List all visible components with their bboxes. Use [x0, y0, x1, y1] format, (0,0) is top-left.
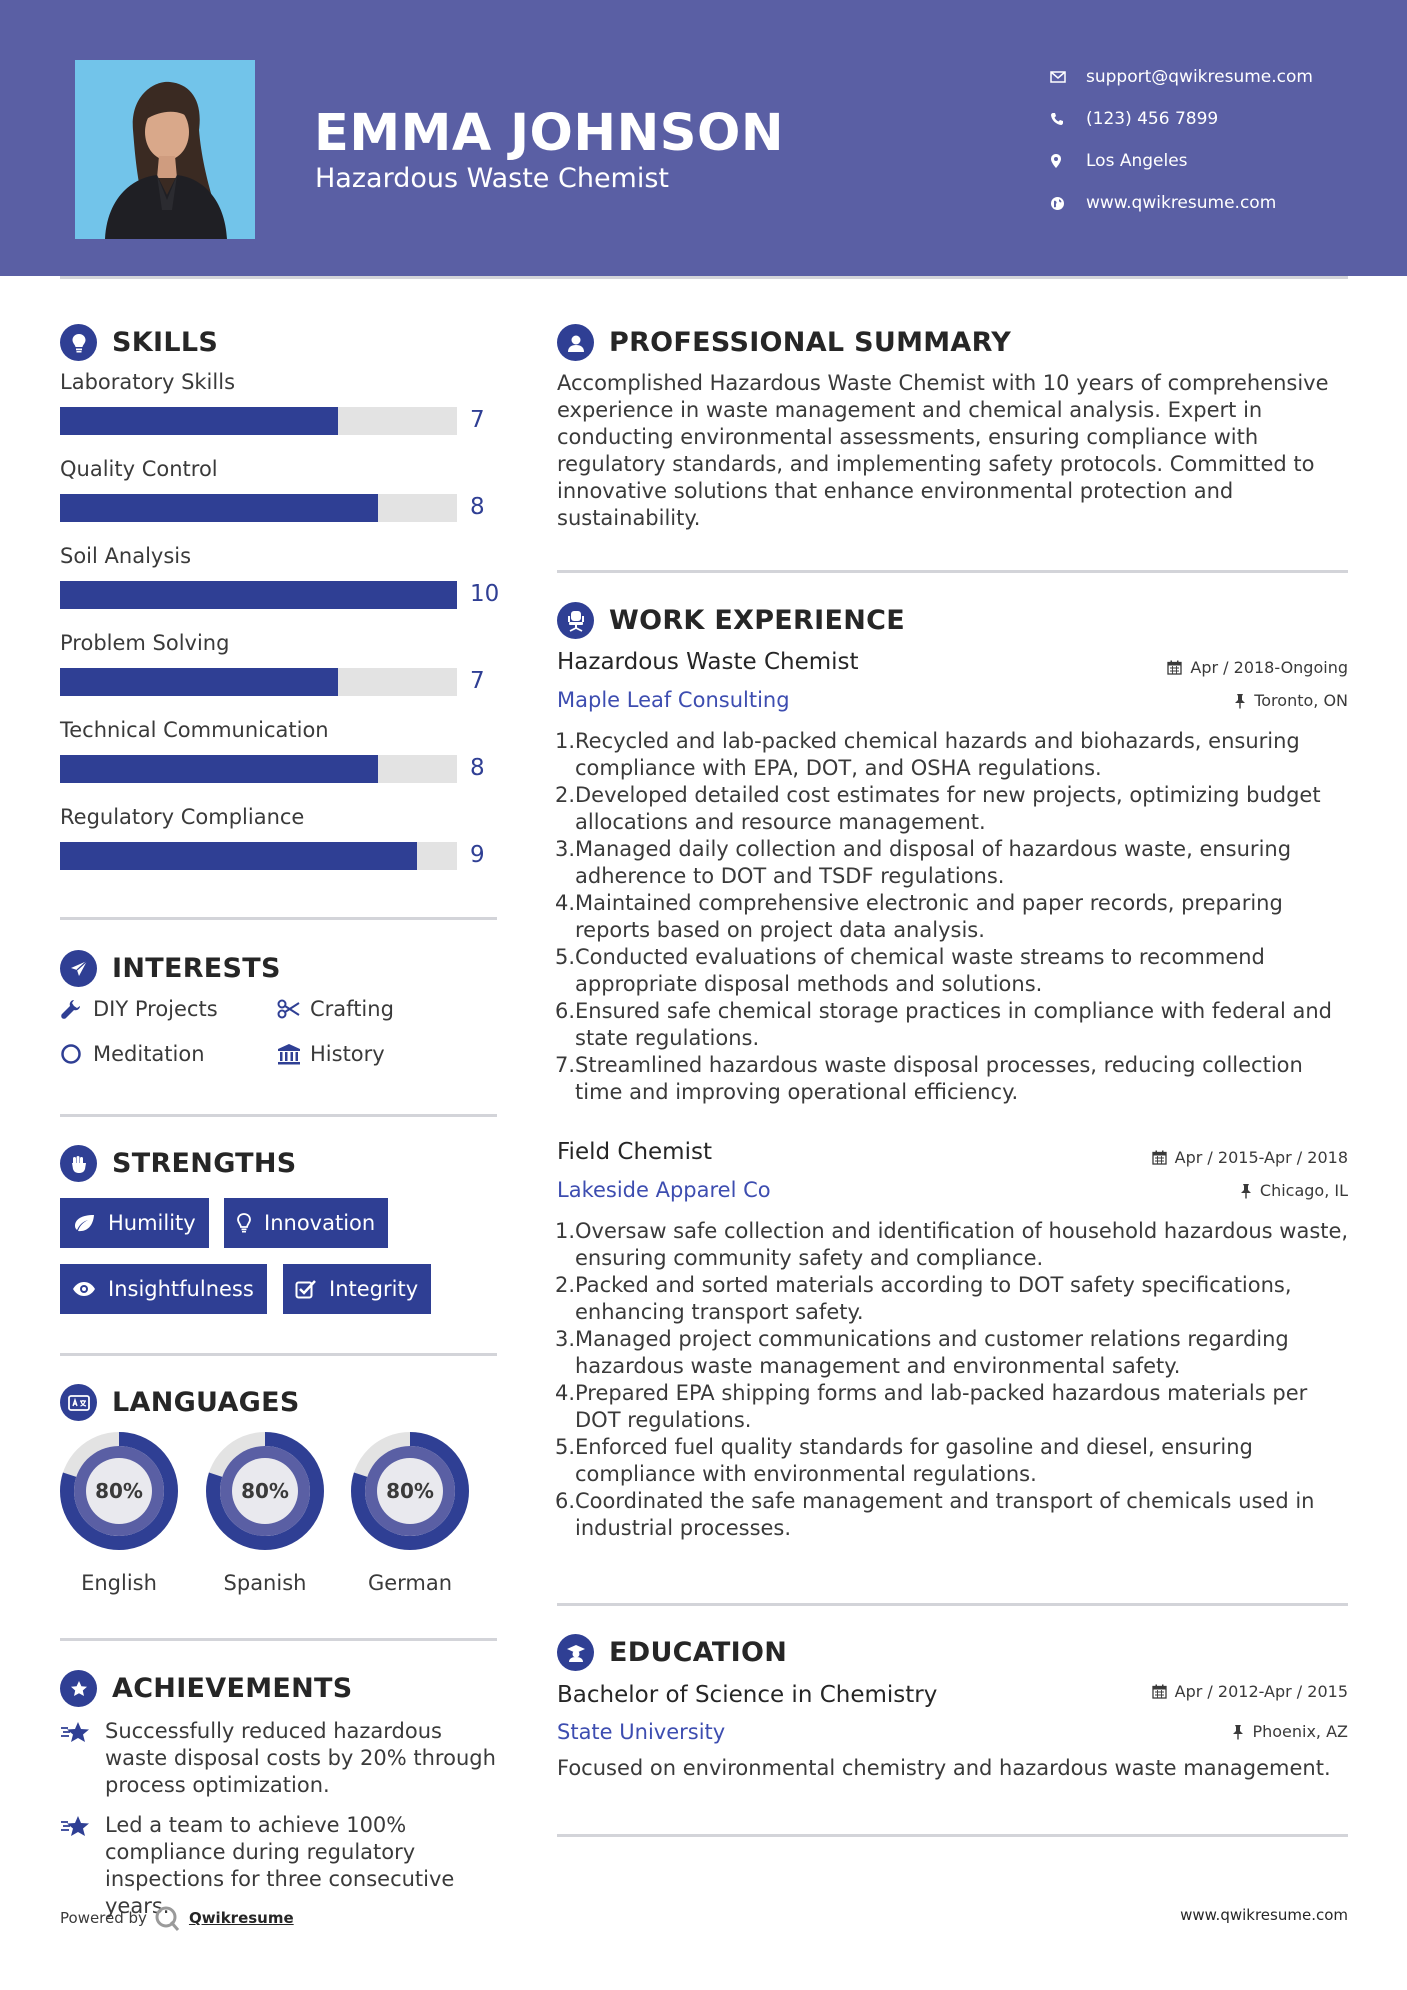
calendar-icon	[1152, 1684, 1167, 1699]
job-location-text: Toronto, ON	[1254, 691, 1348, 710]
contact-phone-text: (123) 456 7899	[1086, 109, 1219, 129]
duty-item: 1. Oversaw safe collection and identification of household hazardous waste, ensuring community safety and compliance.	[553, 1218, 1353, 1272]
star-icon	[60, 1718, 105, 1799]
education-heading	[557, 1634, 787, 1671]
language-item	[349, 1430, 471, 1595]
strength-tag-humility	[60, 1198, 209, 1248]
strength-tag-integrity	[283, 1264, 431, 1314]
achievements-heading	[60, 1670, 353, 1707]
phone-icon	[1050, 112, 1086, 126]
paper-plane-icon	[60, 950, 97, 987]
pushpin-icon	[1232, 1724, 1244, 1740]
strengths-title: STRENGTHS	[112, 1148, 297, 1179]
pushpin-icon	[1240, 1183, 1252, 1199]
header-divider	[60, 276, 1348, 279]
language-name: English	[81, 1571, 157, 1595]
duty-item: 5. Enforced fuel quality standards for gasoline and diesel, ensuring compliance with environmental regulations.	[553, 1434, 1353, 1488]
skill-name: Soil Analysis	[60, 544, 192, 568]
skill-bar-track	[60, 668, 457, 696]
interest-crafting	[277, 997, 394, 1021]
interests-heading	[60, 950, 281, 987]
strength-label: Innovation	[264, 1211, 376, 1235]
achievements-title: ACHIEVEMENTS	[112, 1673, 353, 1704]
skill-name: Regulatory Compliance	[60, 805, 305, 829]
company-name[interactable]: Lakeside Apparel Co	[557, 1178, 771, 1202]
interests-title: INTERESTS	[112, 953, 281, 984]
language-percent: 80%	[386, 1479, 434, 1503]
resume-header	[0, 0, 1407, 276]
education-dates-text: Apr / 2012-Apr / 2015	[1174, 1682, 1348, 1701]
bank-icon	[277, 1043, 310, 1065]
contact-email-text: support@qwikresume.com	[1086, 67, 1313, 87]
duty-text: Managed daily collection and disposal of hazardous waste, ensuring adherence to DOT and TSDF regulations.	[575, 837, 1292, 888]
skill-bar-fill	[60, 842, 417, 870]
duty-item: 3. Managed project communications and customer relations regarding hazardous waste management and environmental safety.	[553, 1326, 1353, 1380]
duty-item: 2. Developed detailed cost estimates for new projects, optimizing budget allocations and resource management.	[553, 782, 1353, 836]
skill-value: 9	[470, 842, 485, 868]
duty-text: Prepared EPA shipping forms and lab-packed hazardous materials per DOT regulations.	[575, 1381, 1308, 1432]
contact-location-text: Los Angeles	[1086, 151, 1188, 171]
duty-text: Maintained comprehensive electronic and paper records, preparing reports based on project data analysis.	[575, 891, 1283, 942]
contact-website-text: www.qwikresume.com	[1086, 193, 1277, 213]
skill-bar-fill	[60, 668, 338, 696]
language-ring	[349, 1430, 471, 1552]
strengths-heading	[60, 1145, 297, 1182]
duty-item: 6. Coordinated the safe management and transport of chemicals used in industrial processes.	[553, 1488, 1353, 1542]
strength-label: Insightfulness	[108, 1277, 254, 1301]
interest-label: Meditation	[93, 1042, 205, 1066]
duty-item: 4. Maintained comprehensive electronic and paper records, preparing reports based on project data analysis.	[553, 890, 1353, 944]
contact-phone[interactable]	[1050, 98, 1313, 140]
duty-item: 2. Packed and sorted materials according to DOT safety specifications, enhancing transport safety.	[553, 1272, 1353, 1326]
duty-item: 3. Managed daily collection and disposal of hazardous waste, ensuring adherence to DOT and TSDF regulations.	[553, 836, 1353, 890]
candidate-name: EMMA JOHNSON	[314, 104, 785, 163]
scissors-icon	[277, 999, 310, 1019]
contact-website[interactable]	[1050, 182, 1313, 224]
language-icon	[60, 1384, 97, 1421]
language-name: German	[367, 1571, 453, 1595]
interest-diy-projects	[60, 997, 218, 1021]
language-ring	[204, 1430, 326, 1552]
skill-bar-track	[60, 407, 457, 435]
skill-value: 8	[470, 494, 485, 520]
education-title: EDUCATION	[609, 1637, 788, 1668]
strength-tag-insightfulness	[60, 1264, 267, 1314]
map-pin-icon	[1050, 153, 1086, 169]
skill-name: Technical Communication	[60, 718, 329, 742]
profile-photo	[75, 60, 255, 239]
skill-value: 10	[470, 581, 500, 607]
job-title: Hazardous Waste Chemist	[557, 649, 859, 675]
calendar-icon	[1167, 660, 1182, 675]
summary-divider	[557, 570, 1348, 573]
interest-meditation	[60, 1042, 205, 1066]
skill-bar-fill	[60, 494, 378, 522]
degree-title: Bachelor of Science in Chemistry	[557, 1682, 938, 1708]
contact-list	[1050, 56, 1313, 224]
eye-icon	[72, 1281, 96, 1297]
qwikresume-link[interactable]: Qwikresume	[188, 1909, 294, 1927]
job-location-text: Chicago, IL	[1259, 1181, 1348, 1200]
interest-label: Crafting	[310, 997, 394, 1021]
skill-value: 8	[470, 755, 485, 781]
skills-title: SKILLS	[112, 327, 219, 358]
interest-label: History	[310, 1042, 385, 1066]
duty-text: Oversaw safe collection and identification of household hazardous waste, ensuring community safety and compliance.	[575, 1219, 1349, 1270]
duty-item: 1. Recycled and lab-packed chemical hazards and biohazards, ensuring compliance with EPA, DOT, and OSHA regulations.	[553, 728, 1353, 782]
lightbulb-icon	[60, 324, 97, 361]
interest-history	[277, 1042, 385, 1066]
interest-label: DIY Projects	[93, 997, 218, 1021]
language-name: Spanish	[223, 1571, 307, 1595]
interests-divider	[60, 1114, 497, 1117]
skill-bar-fill	[60, 407, 338, 435]
skill-name: Problem Solving	[60, 631, 230, 655]
duty-item: 4. Prepared EPA shipping forms and lab-packed hazardous materials per DOT regulations.	[553, 1380, 1353, 1434]
achievement-text: Led a team to achieve 100% compliance during regulatory inspections for three consecutive years.	[105, 1813, 455, 1918]
strength-label: Humility	[108, 1211, 196, 1235]
job-location	[1234, 691, 1348, 710]
skill-bar-track	[60, 842, 457, 870]
duty-text: Coordinated the safe management and transport of chemicals used in industrial processes.	[575, 1489, 1315, 1540]
pushpin-icon	[1234, 693, 1246, 709]
powered-by	[60, 1904, 294, 1932]
job-title: Field Chemist	[557, 1139, 712, 1165]
education-location	[1232, 1722, 1348, 1741]
skill-name: Quality Control	[60, 457, 218, 481]
powered-by-label: Powered by	[60, 1909, 147, 1927]
skill-bar-track	[60, 494, 457, 522]
skills-divider	[60, 917, 497, 920]
contact-email[interactable]	[1050, 56, 1313, 98]
school-name[interactable]: State University	[557, 1720, 726, 1744]
education-divider	[557, 1834, 1348, 1837]
skill-name: Laboratory Skills	[60, 370, 236, 394]
job-dates-text: Apr / 2015-Apr / 2018	[1174, 1148, 1348, 1167]
job-location	[1240, 1181, 1348, 1200]
summary-heading	[557, 324, 1011, 361]
skills-heading	[60, 324, 218, 361]
profile-photo-illustration	[75, 60, 255, 239]
company-name[interactable]: Maple Leaf Consulting	[557, 688, 790, 712]
duty-text: Streamlined hazardous waste disposal processes, reducing collection time and improving operational efficiency.	[575, 1053, 1303, 1104]
fist-icon	[60, 1145, 97, 1182]
user-icon	[557, 324, 594, 361]
check-square-icon	[295, 1279, 317, 1299]
job-dates-text: Apr / 2018-Ongoing	[1190, 658, 1348, 677]
envelope-icon	[1050, 70, 1086, 84]
languages-heading	[60, 1384, 300, 1421]
duty-text: Managed project communications and customer relations regarding hazardous waste management and environmental safety.	[575, 1327, 1289, 1378]
strengths-divider	[60, 1353, 497, 1356]
experience-divider	[557, 1603, 1348, 1606]
job-dates	[1152, 1148, 1348, 1167]
education-dates	[1152, 1682, 1348, 1701]
achievement-text: Successfully reduced hazardous waste disposal costs by 20% through process optimization.	[105, 1719, 496, 1797]
summary-title: PROFESSIONAL SUMMARY	[609, 327, 1012, 358]
skill-value: 7	[470, 668, 485, 694]
language-ring	[58, 1430, 180, 1552]
footer-website-link[interactable]: www.qwikresume.com	[1180, 1906, 1348, 1924]
calendar-icon	[1152, 1150, 1167, 1165]
duty-item: 6. Ensured safe chemical storage practices in compliance with federal and state regulations.	[553, 998, 1353, 1052]
star-badge-icon	[60, 1670, 97, 1707]
duty-item: 7. Streamlined hazardous waste disposal processes, reducing collection time and improving operational efficiency.	[553, 1052, 1353, 1106]
languages-title: LANGUAGES	[112, 1387, 300, 1418]
duty-text: Developed detailed cost estimates for new projects, optimizing budget allocations and resource management.	[575, 783, 1321, 834]
languages-divider	[60, 1638, 497, 1641]
duty-text: Packed and sorted materials according to DOT safety specifications, enhancing transport safety.	[575, 1273, 1292, 1324]
job-dates	[1167, 658, 1348, 677]
graduate-icon	[557, 1634, 594, 1671]
candidate-title: Hazardous Waste Chemist	[315, 163, 670, 194]
education-location-text: Phoenix, AZ	[1252, 1722, 1348, 1741]
skill-bar-fill	[60, 755, 378, 783]
achievement-item	[60, 1718, 500, 1799]
language-percent: 80%	[241, 1479, 289, 1503]
strength-label: Integrity	[329, 1277, 419, 1301]
qwikresume-logo-icon	[153, 1904, 181, 1932]
duty-item: 5. Conducted evaluations of chemical waste streams to recommend appropriate disposal methods and solutions.	[553, 944, 1353, 998]
duty-text: Conducted evaluations of chemical waste streams to recommend appropriate disposal methods and solutions.	[575, 945, 1265, 996]
wrench-icon	[60, 998, 93, 1020]
experience-heading	[557, 602, 905, 639]
job-duties-list	[553, 728, 1353, 1106]
duty-text: Enforced fuel quality standards for gasoline and diesel, ensuring compliance with environmental regulations.	[575, 1435, 1253, 1486]
education-description: Focused on environmental chemistry and hazardous waste management.	[557, 1756, 1331, 1780]
experience-title: WORK EXPERIENCE	[609, 605, 905, 636]
job-duties-list	[553, 1218, 1353, 1542]
duty-text: Recycled and lab-packed chemical hazards and biohazards, ensuring compliance with EPA, DOT, and OSHA regulations.	[575, 729, 1300, 780]
skill-bar-track	[60, 581, 457, 609]
strength-tag-innovation	[224, 1198, 388, 1248]
globe-icon	[1050, 196, 1086, 211]
language-item	[204, 1430, 326, 1595]
skill-value: 7	[470, 407, 485, 433]
contact-location	[1050, 140, 1313, 182]
office-chair-icon	[557, 602, 594, 639]
skill-bar-fill	[60, 581, 457, 609]
language-item	[58, 1430, 180, 1595]
summary-text: Accomplished Hazardous Waste Chemist with 10 years of comprehensive experience in waste management and chemical analysis. Expert in conducting environmental assessments, ensuring compliance with regulatory standards, and implementing safety protocols. Committed to innovative solutions that enhance environmental protection and sustainability.	[557, 371, 1329, 530]
leaf-icon	[72, 1213, 96, 1233]
lightbulb-icon	[236, 1212, 252, 1234]
skill-bar-track	[60, 755, 457, 783]
duty-text: Ensured safe chemical storage practices in compliance with federal and state regulations.	[575, 999, 1332, 1050]
circle-icon	[60, 1043, 93, 1065]
language-percent: 80%	[95, 1479, 143, 1503]
